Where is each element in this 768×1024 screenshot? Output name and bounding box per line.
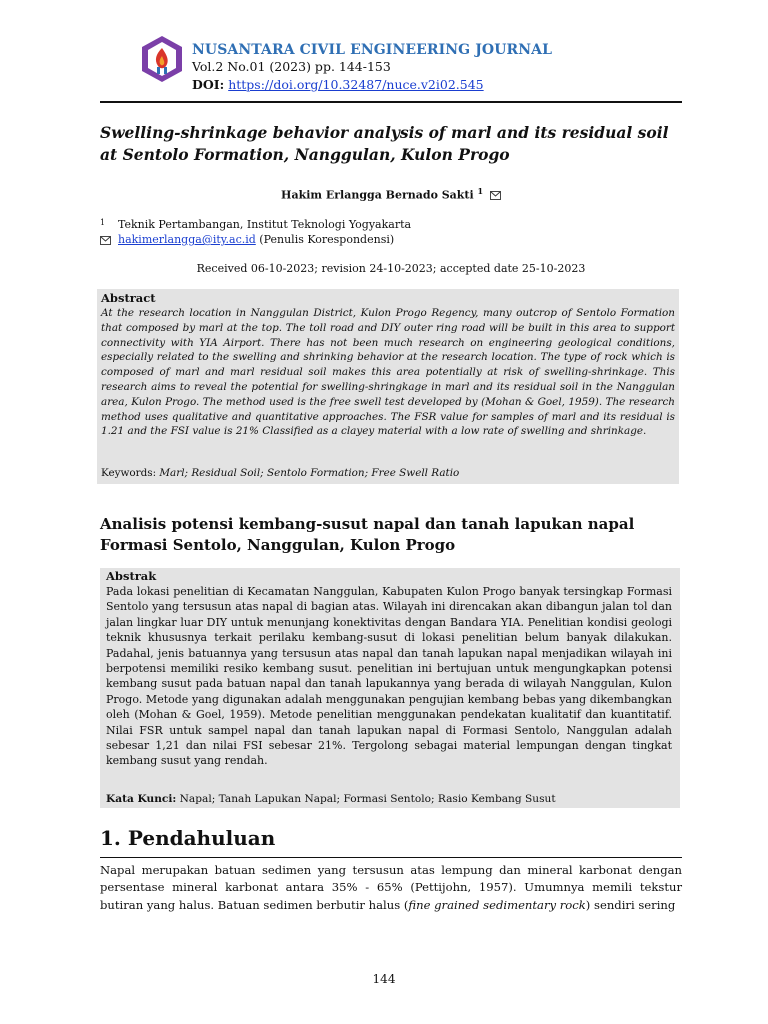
body-paragraph xyxy=(100,862,682,914)
keywords-id-values: Napal; Tanah Lapukan Napal; Formasi Sentolo; Rasio Kembang Susut xyxy=(176,793,556,805)
keywords-en: Keywords: Marl; Residual Soil; Sentolo Formation; Free Swell Ratio xyxy=(101,467,460,479)
doi-label: DOI: xyxy=(192,77,225,92)
author-sup: 1 xyxy=(477,186,484,196)
body-text-b: ) sendiri sering xyxy=(585,897,676,912)
doi-line xyxy=(192,77,484,92)
email-envelope-icon xyxy=(490,191,501,200)
abstract-id-heading: Abstrak xyxy=(106,569,157,583)
abstract-en-box xyxy=(97,289,679,484)
journal-logo-icon xyxy=(136,34,188,86)
abstract-en-text: At the research location in Nanggulan District, Kulon Progo Regency, many outcrop of Sentolo Formation that composed by marl at the top. The toll road and DIY outer ring road will be built in this area to support connectivity with YIA Airport. There has not been much research on engineering geological conditions, especially related to the swelling and shrinking behavior at the research location. The type of rock which is composed of marl and marl residual soil makes this area potentially at risk of swelling-shrinkage. This research aims to reveal the potential for swelling-shringkage in marl and its residual soil in the Nanggulan area, Kulon Progo. The method used is the free swell test developed by (Mohan & Goel, 1959). The research method uses qualitative and quantitative approaches. The FSR value for samples of marl and its residual is 1.21 and the FSI value is 21% Classified as a clayey material with a low rate of swelling and shrinkage. xyxy=(101,307,675,438)
section-divider xyxy=(100,857,682,858)
paper-title-id: Analisis potensi kembang-susut napal dan tanah lapukan napal Formasi Sentolo, Nanggulan, Kulon Progo xyxy=(100,515,635,554)
keywords-en-values: Marl; Residual Soil; Sentolo Formation; Free Swell Ratio xyxy=(159,467,460,479)
affiliation-number: 1 xyxy=(100,218,106,227)
keywords-id-label: Kata Kunci: xyxy=(106,793,177,805)
author-line xyxy=(100,186,682,202)
body-text-a: Napal merupakan batuan sedimen yang tersusun atas lempung dan mineral karbonat dengan persentase mineral karbonat antara 35% - 65% (Pettijohn, 1957). Umumnya memili tekstur butiran yang halus. Batuan sedimen berbutir halus ( xyxy=(100,863,682,912)
page-number: 144 xyxy=(372,972,396,986)
journal-name: NUSANTARA CIVIL ENGINEERING JOURNAL xyxy=(192,42,553,58)
journal-volume: Vol.2 No.01 (2023) pp. 144-153 xyxy=(192,59,391,74)
received-dates: Received 06-10-2023; revision 24-10-2023; accepted date 25-10-2023 xyxy=(196,262,586,275)
paper-title-en: Swelling-shrinkage behavior analysis of marl and its residual soil at Sentolo Formation, Nanggulan, Kulon Progo xyxy=(100,123,669,164)
doi-link[interactable]: https://doi.org/10.32487/nuce.v2i02.545 xyxy=(228,77,484,92)
author-email-link[interactable]: hakimerlangga@ity.ac.id xyxy=(118,233,256,246)
header-divider xyxy=(100,101,682,103)
keywords-id xyxy=(106,793,556,805)
affiliation: Teknik Pertambangan, Institut Teknologi Yogyakarta xyxy=(118,218,412,231)
abstract-en-heading: Abstract xyxy=(101,291,156,305)
abstract-id-text: Pada lokasi penelitian di Kecamatan Nanggulan, Kabupaten Kulon Progo banyak tersingkap Formasi Sentolo yang tersusun atas napal di bagian atas. Wilayah ini direncakan akan dibangun jalan tol dan jalan lingkar luar DIY untuk menunjang konektivitas dengan Bandara YIA. Penelitian kondisi geologi teknik khususnya terkait perilaku kembang-susut di lokasi penelitian belum banyak dilakukan. Padahal, jenis batuannya yang tersusun atas napal dan tanah lapukan napal menjadikan wilayah ini berpotensi memiliki resiko kembang susut. penelitian ini bertujuan untuk mengungkapkan potensi kembang susut pada batuan napal dan tanah lapukannya yang berada di wilayah Nanggulan, Kulon Progo. Metode yang digunakan adalah menggunakan pengujian kembang bebas yang dikembangkan oleh (Mohan & Goel, 1959). Metode penelitian menggunakan pendekatan kualitatif dan kuantitatif. Nilai FSR untuk sampel napal dan tanah lapukan napal di Formasi Sentolo, Nanggulan adalah sebesar 1,21 dan nilai FSI sebesar 21%. Tergolong sebagai material lempungan dengan tingkat kembang susut yang rendah. xyxy=(106,585,672,768)
body-text-italic: fine grained sedimentary rock xyxy=(408,897,586,912)
email-line xyxy=(118,233,394,246)
abstract-id-box xyxy=(100,568,680,808)
keywords-en-label: Keywords xyxy=(101,467,153,479)
author-name: Hakim Erlangga Bernado Sakti xyxy=(281,188,474,202)
section-heading: 1. Pendahuluan xyxy=(100,826,276,850)
email-note: (Penulis Korespondensi) xyxy=(255,233,395,246)
email-icon xyxy=(100,236,111,245)
